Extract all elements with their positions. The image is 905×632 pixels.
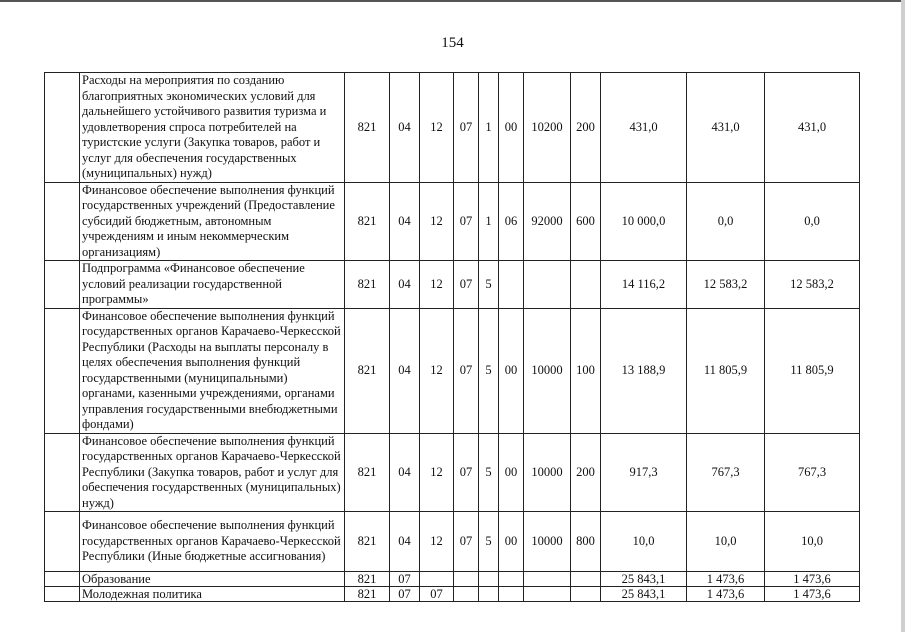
- amount-year-3: 431,0: [765, 73, 860, 183]
- amount-year-1: 10 000,0: [601, 182, 687, 261]
- page-top-rule: [0, 0, 905, 2]
- row-description: Молодежная политика: [80, 587, 345, 602]
- direction-code: 10200: [524, 73, 571, 183]
- program-code: 07: [454, 308, 479, 433]
- amount-year-2: 1 473,6: [687, 572, 765, 587]
- expense-type-code: [571, 572, 601, 587]
- subsection-code: 12: [420, 73, 454, 183]
- expense-type-code: 200: [571, 73, 601, 183]
- table-row: [45, 587, 860, 602]
- table-row: [45, 308, 860, 433]
- direction-code: [524, 261, 571, 309]
- table-row: [45, 73, 860, 183]
- subsection-code: [420, 572, 454, 587]
- program-code: [454, 572, 479, 587]
- page-right-edge: [901, 0, 905, 632]
- subprogram-code: 5: [479, 308, 499, 433]
- row-number-cell: [45, 433, 80, 512]
- direction-code: [524, 572, 571, 587]
- amount-year-3: 11 805,9: [765, 308, 860, 433]
- table-row: [45, 182, 860, 261]
- row-number-cell: [45, 73, 80, 183]
- row-number-cell: [45, 308, 80, 433]
- budget-table: [44, 72, 860, 602]
- row-description: Финансовое обеспечение выполнения функций государственных учреждений (Предоставление субсидий бюджетным, автономным учреждениям и иным некоммерческим организациям): [80, 182, 345, 261]
- subprogram-code: 5: [479, 512, 499, 572]
- event-code: 00: [499, 73, 524, 183]
- subprogram-code: 5: [479, 261, 499, 309]
- row-description: Подпрограмма «Финансовое обеспечение условий реализации государственной программы»: [80, 261, 345, 309]
- amount-year-3: 767,3: [765, 433, 860, 512]
- row-description: Финансовое обеспечение выполнения функций государственных органов Карачаево-Черкесской Республики (Расходы на выплаты персоналу в целях обеспечения выполнения функций государственными (муниципальными) органами, казенными учреждениями, органами управления государственными внебюджетными фондами): [80, 308, 345, 433]
- amount-year-1: 13 188,9: [601, 308, 687, 433]
- expense-type-code: [571, 587, 601, 602]
- amount-year-2: 1 473,6: [687, 587, 765, 602]
- event-code: [499, 261, 524, 309]
- subprogram-code: 5: [479, 433, 499, 512]
- subprogram-code: 1: [479, 73, 499, 183]
- subsection-code: 12: [420, 433, 454, 512]
- expense-type-code: 200: [571, 433, 601, 512]
- program-code: [454, 587, 479, 602]
- row-description: Расходы на мероприятия по созданию благоприятных экономических условий для дальнейшего устойчивого развития туризма и удовлетворения спроса потребителей на туристские услуги (Закупка товаров, работ и услуг для обеспечения государственных (муниципальных) нужд): [80, 73, 345, 183]
- direction-code: 10000: [524, 512, 571, 572]
- grbs-code: 821: [345, 572, 390, 587]
- row-number-cell: [45, 587, 80, 602]
- row-description: Финансовое обеспечение выполнения функций государственных органов Карачаево-Черкесской Республики (Иные бюджетные ассигнования): [80, 512, 345, 572]
- subprogram-code: [479, 587, 499, 602]
- row-number-cell: [45, 261, 80, 309]
- amount-year-3: 0,0: [765, 182, 860, 261]
- subprogram-code: 1: [479, 182, 499, 261]
- amount-year-1: 14 116,2: [601, 261, 687, 309]
- grbs-code: 821: [345, 433, 390, 512]
- row-number-cell: [45, 512, 80, 572]
- grbs-code: 821: [345, 587, 390, 602]
- table-row: [45, 512, 860, 572]
- row-description: Финансовое обеспечение выполнения функций государственных органов Карачаево-Черкесской Республики (Закупка товаров, работ и услуг для обеспечения государственных (муниципальных) нужд): [80, 433, 345, 512]
- section-code: 04: [390, 261, 420, 309]
- amount-year-3: 12 583,2: [765, 261, 860, 309]
- amount-year-2: 767,3: [687, 433, 765, 512]
- grbs-code: 821: [345, 182, 390, 261]
- table-row: [45, 572, 860, 587]
- amount-year-1: 25 843,1: [601, 572, 687, 587]
- amount-year-1: 917,3: [601, 433, 687, 512]
- section-code: 04: [390, 512, 420, 572]
- event-code: 00: [499, 308, 524, 433]
- section-code: 04: [390, 308, 420, 433]
- table-row: [45, 433, 860, 512]
- section-code: 04: [390, 182, 420, 261]
- grbs-code: 821: [345, 308, 390, 433]
- amount-year-1: 25 843,1: [601, 587, 687, 602]
- subsection-code: 12: [420, 261, 454, 309]
- row-number-cell: [45, 182, 80, 261]
- grbs-code: 821: [345, 261, 390, 309]
- section-code: 07: [390, 587, 420, 602]
- expense-type-code: 600: [571, 182, 601, 261]
- row-number-cell: [45, 572, 80, 587]
- direction-code: 92000: [524, 182, 571, 261]
- expense-type-code: 100: [571, 308, 601, 433]
- amount-year-3: 1 473,6: [765, 572, 860, 587]
- program-code: 07: [454, 261, 479, 309]
- event-code: 06: [499, 182, 524, 261]
- direction-code: 10000: [524, 433, 571, 512]
- event-code: 00: [499, 433, 524, 512]
- section-code: 07: [390, 572, 420, 587]
- subsection-code: 07: [420, 587, 454, 602]
- program-code: 07: [454, 433, 479, 512]
- amount-year-2: 12 583,2: [687, 261, 765, 309]
- direction-code: [524, 587, 571, 602]
- row-description: Образование: [80, 572, 345, 587]
- event-code: [499, 587, 524, 602]
- event-code: [499, 572, 524, 587]
- grbs-code: 821: [345, 512, 390, 572]
- expense-type-code: 800: [571, 512, 601, 572]
- amount-year-1: 10,0: [601, 512, 687, 572]
- section-code: 04: [390, 433, 420, 512]
- subsection-code: 12: [420, 308, 454, 433]
- amount-year-3: 1 473,6: [765, 587, 860, 602]
- page-number: 154: [441, 35, 464, 51]
- program-code: 07: [454, 512, 479, 572]
- amount-year-2: 0,0: [687, 182, 765, 261]
- amount-year-2: 10,0: [687, 512, 765, 572]
- subprogram-code: [479, 572, 499, 587]
- event-code: 00: [499, 512, 524, 572]
- table-row: [45, 261, 860, 309]
- amount-year-2: 11 805,9: [687, 308, 765, 433]
- subsection-code: 12: [420, 182, 454, 261]
- amount-year-2: 431,0: [687, 73, 765, 183]
- program-code: 07: [454, 73, 479, 183]
- subsection-code: 12: [420, 512, 454, 572]
- section-code: 04: [390, 73, 420, 183]
- program-code: 07: [454, 182, 479, 261]
- direction-code: 10000: [524, 308, 571, 433]
- amount-year-1: 431,0: [601, 73, 687, 183]
- amount-year-3: 10,0: [765, 512, 860, 572]
- expense-type-code: [571, 261, 601, 309]
- grbs-code: 821: [345, 73, 390, 183]
